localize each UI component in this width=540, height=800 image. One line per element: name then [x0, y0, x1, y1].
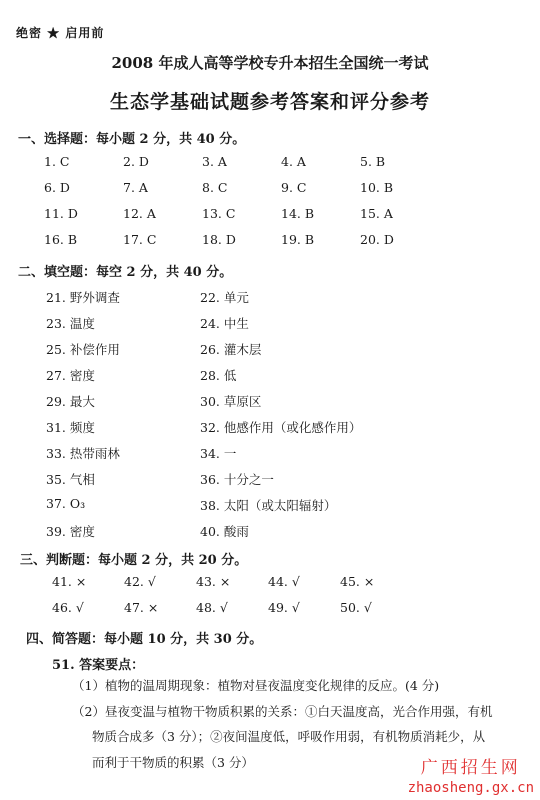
answer-item: 1. C	[44, 154, 70, 169]
fill-answer: 30. 草原区	[200, 394, 262, 409]
answer-item: 18. D	[202, 232, 236, 247]
answer-row	[44, 232, 504, 247]
fill-answer: 29. 最大	[46, 394, 95, 409]
judgement-item: 47. ×	[124, 600, 159, 615]
judgement-item: 42. √	[124, 574, 156, 589]
answer-item: 14. B	[281, 206, 315, 221]
answer-item: 4. A	[281, 154, 306, 169]
answer-item: 13. C	[202, 206, 236, 221]
answer-item: 15. A	[360, 206, 393, 221]
judgement-item: 46. √	[52, 600, 84, 615]
judgement-item: 41. ×	[52, 574, 87, 589]
section-1-title: 一、选择题：每小题 2 分，共 40 分。	[18, 132, 246, 147]
judgement-item: 45. ×	[340, 574, 375, 589]
fill-answer: 32. 他感作用（或化感作用）	[200, 420, 362, 435]
judgement-item: 50. √	[340, 600, 372, 615]
fill-answer: 36. 十分之一	[200, 472, 274, 487]
fill-answer: 28. 低	[200, 368, 237, 383]
answer-point-1: （1）植物的温周期现象：植物对昼夜温度变化规律的反应。(4 分)	[72, 678, 440, 693]
answer-item: 19. B	[281, 232, 315, 247]
exam-title: 2008 年成人高等学校专升本招生全国统一考试	[111, 54, 429, 72]
judgement-row	[52, 574, 412, 589]
judgement-item: 48. √	[196, 600, 228, 615]
answer-item: 5. B	[360, 154, 386, 169]
fill-answer: 27. 密度	[46, 368, 95, 383]
judgement-item: 49. √	[268, 600, 300, 615]
site-watermark	[408, 753, 534, 796]
section-4-title: 四、简答题：每小题 10 分，共 30 分。	[26, 632, 263, 647]
answer-point-2-line-3: 而利于干物质的积累（3 分）	[92, 755, 254, 770]
fill-answer: 21. 野外调查	[46, 290, 120, 305]
fill-answer: 31. 频度	[46, 420, 95, 435]
answer-item: 9. C	[281, 180, 307, 195]
fill-answer: 26. 灌木层	[200, 342, 262, 357]
section-2-title: 二、填空题：每空 2 分，共 40 分。	[18, 265, 233, 280]
answer-item: 7. A	[123, 180, 148, 195]
answer-item: 10. B	[360, 180, 394, 195]
answer-item: 12. A	[123, 206, 156, 221]
fill-answer: 24. 中生	[200, 316, 249, 331]
fill-answer: 34. 一	[200, 446, 237, 461]
document-title: 生态学基础试题参考答案和评分参考	[109, 91, 430, 113]
fill-answer: 23. 温度	[46, 316, 95, 331]
answer-row	[44, 154, 504, 169]
answer-item: 20. D	[360, 232, 394, 247]
answer-item: 16. B	[44, 232, 78, 247]
judgement-row	[52, 600, 412, 615]
answer-item: 11. D	[44, 206, 78, 221]
judgement-item: 43. ×	[196, 574, 231, 589]
answer-item: 17. C	[123, 232, 157, 247]
answer-row	[44, 206, 504, 221]
answer-point-2-line-1: （2）昼夜变温与植物干物质积累的关系：①白天温度高，光合作用强，有机	[72, 704, 493, 719]
confidential-label: 绝密 ★ 启用前	[16, 26, 105, 40]
question-51-heading: 51. 答案要点：	[52, 658, 145, 673]
answer-item: 2. D	[123, 154, 149, 169]
fill-answer: 40. 酸雨	[200, 524, 249, 539]
fill-answer: 38. 太阳（或太阳辐射）	[200, 498, 337, 513]
fill-answer: 33. 热带雨林	[46, 446, 120, 461]
answer-row	[44, 180, 504, 195]
fill-answer: 39. 密度	[46, 524, 95, 539]
watermark-url: zhaosheng.gx.cn	[407, 780, 534, 796]
answer-item: 6. D	[44, 180, 70, 195]
fill-answer: 35. 气相	[46, 472, 95, 487]
watermark-site-name: 广西招生网	[420, 758, 521, 778]
answer-item: 3. A	[202, 154, 227, 169]
answer-item: 8. C	[202, 180, 228, 195]
fill-answer: 22. 单元	[200, 290, 249, 305]
answer-point-2-line-2: 物质合成多（3 分）；②夜间温度低，呼吸作用弱，有机物质消耗少，从	[92, 729, 486, 744]
fill-answer: 25. 补偿作用	[46, 342, 120, 357]
section-3-title: 三、判断题：每小题 2 分，共 20 分。	[20, 553, 248, 568]
fill-answer: 37. O₃	[46, 496, 86, 511]
judgement-item: 44. √	[268, 574, 300, 589]
